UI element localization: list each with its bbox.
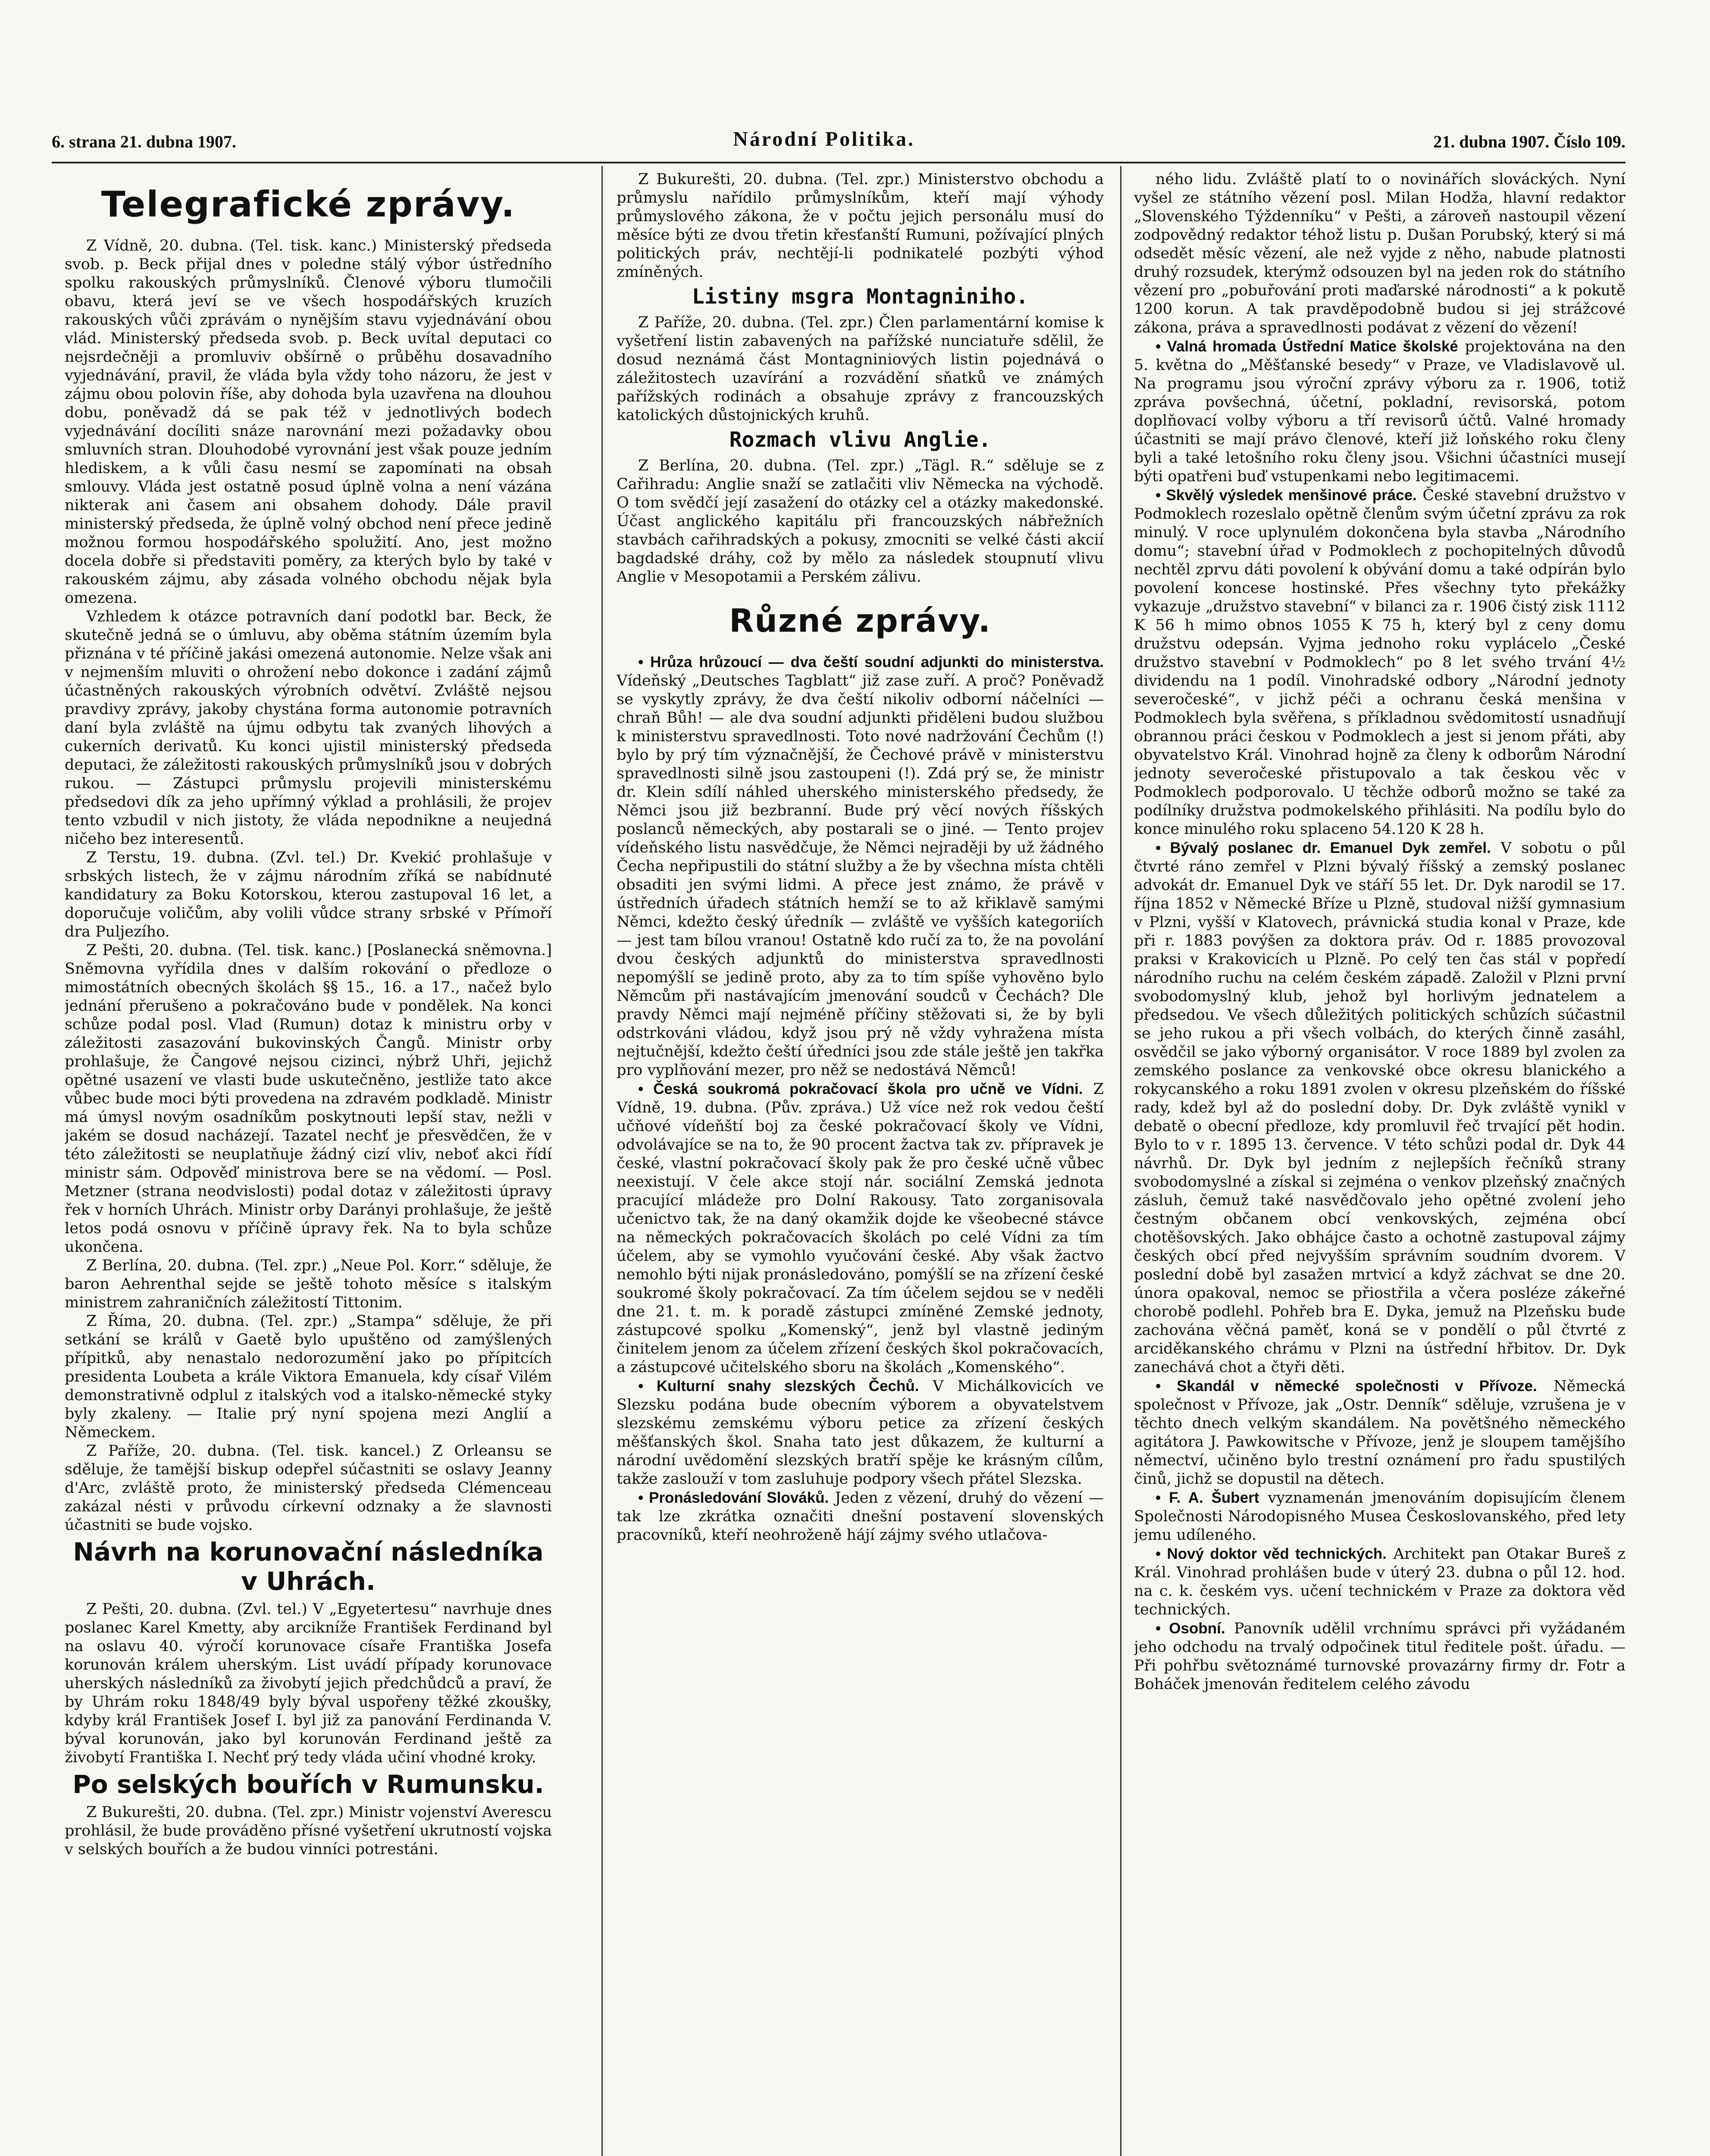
- paragraph-list: [65, 237, 552, 1535]
- article-paragraph: Z Berlína, 20. dubna. (Tel. zpr.) „Neue Pol. Korr.“ sděluje, že baron Aehrenthal sejde se ještě tohoto měsíce s italským ministrem zahraničních záležitostí Tittonim.: [65, 1257, 552, 1311]
- article-paragraph: Z Berlína, 20. dubna. (Tel. zpr.) „Tägl. R.“ sděluje se z Cařihradu: Anglie snaží se zatlačiti vliv Německa na východě. O tom svědčí její zasažení do otázky cel a otázky makedonské. Účast anglického kapitálu při francouzských nábřežních stavbách cařihradských a pokusy, zmocniti se velké části akcií bagdadské dráhy, což by mělo za následek stoupnutí vlivu Anglie v Mesopotamii a Perském zálivu.: [617, 457, 1104, 586]
- news-item-heading: • F. A. Šubert: [1156, 1489, 1259, 1506]
- news-item-text: Architekt pan Otakar Bureš z Král. Vinohrad prohlášen bude v úterý 23. dubna o půl 12. hod. na c. k. českém vys. učení technickém v Praze za doktora věd technických.: [1134, 1545, 1625, 1618]
- news-item-text: Jeden z vězení, druhý do vězení — tak lze zkrátka označiti dnešní postavení slovenských pracovníků, kteří neohroženě hájí zájmy svého utlačova-: [617, 1489, 1104, 1544]
- news-item-heading: • Hrůza hrůzoucí — dva čeští soudní adjunkti do ministerstva.: [638, 654, 1104, 671]
- article-paragraph: Z Paříže, 20. dubna. (Tel. tisk. kancel.) Z Orleansu se sděluje, že tamější biskup odepřel súčastniti se oslavy Jeanny d'Arc, zvláště proto, že ministerský předseda Clémenceau zakázal nésti v průvodu církevní odznaky a že slavnosti účastniti se bude vojsko.: [65, 1442, 552, 1534]
- article-paragraph: Z Říma, 20. dubna. (Tel. zpr.) „Stampa“ sděluje, že při setkání se králů v Gaetě bylo upuštěno od zamýšlených přípitků, aby nenastalo nedorozumění jako po přípitcích presidenta Loubeta a krále Viktora Emanuela, kdy císař Vilém demonstrativně odplul z italských vod a italsko-německé styky byly zkaleny. — Italie prý nyní spojena mezi Anglií a Německem.: [65, 1313, 552, 1441]
- column-2: [617, 170, 1104, 2156]
- paragraph-list: [617, 457, 1104, 586]
- article-paragraph: [1134, 1489, 1625, 1545]
- article-paragraph: Z Vídně, 20. dubna. (Tel. tisk. kanc.) Ministerský předseda svob. p. Beck přijal dnes v poledne stálý výbor ústředního spolku rakouských průmyslníků. Členové výboru tlumočili obavu, která jeví se ve všech hospodářských kruzích rakouských vůči zprávám o nynějším stavu vyjednávání obou vlád. Ministerský předseda svob. p. Beck uvítal deputaci co nejsrdečněji a promluviv obšírně o průběhu dosavadního vyjednávání, pravil, že vláda byla vždy toho názoru, že jest v zájmu obou polovin říše, aby dohoda byla uzavřena na dlouhou dobu, poněvadž dá se pak též v jednotlivých bodech vyjednávání docíliti snáze narovnání mezi požadavky obou smluvních stran. Dlouhodobé vyrovnání jest však pouze jedním hlediskem, a k vůli času nesmí se zapomínati na obsah smlouvy. Vláda jest ostatně posud úplně volna a není vázána nikterak ani časem ani obsahem dohody. Dále pravil ministerský předseda, že úplně volný obchod není přece jedině možnou formou hospodářského spolužití. Ano, jest možno docela dobře si představiti poměry, za kterých bylo by také v rakouském zájmu, aby zásada volného obchodu nějak byla omezena.: [65, 237, 552, 607]
- news-item-text: České stavební družstvo v Podmoklech rozeslalo opětně členům svým účetní zprávu za rok minulý. V roce uplynulém dokončena byla stavba „Národního domu“; stavební úřad v Podmoklech z pochopitelných důvodů nechtěl zprvu dáti povolení k obývání domu a také odpírán bylo povolení koncese hostinské. Přes všechny tyto překážky vykazuje „družstvo stavební“ v bilanci za r. 1906 čistý zisk 1112 K 56 h mimo obnos 1055 K 75 h, který byl z ceny domu družstvu odepsán. Vyjma jednoho roku vyplácelo „České družstvo stavební v Podmoklech“ po 8 let svého trvání 4½ dividendu na 1 podíl. Vinohradské odbory „Národní jednoty severočeské“, v jichž péči a ochranu česká menšina v Podmoklech byla svěřena, s příkladnou svědomitostí usnadňují obrannou práci českou v Podmoklech a jest si jenom přáti, aby obyvatelstvo Král. Vinohrad hojně za členy k odborům Národní jednoty severočeské přistupovalo a tak českou věc v Podmoklech podporovalo. U těchže odborů možno se také za podílníky družstva podmokelského přihlásiti. Na podílu bylo do konce minulého roku splaceno 54.120 K 28 h.: [1134, 487, 1625, 838]
- news-item-text: projektována na den 5. května do „Měšťanské besedy“ v Praze, ve Vladislavově ul. Na programu jsou výroční zprávy výboru za r. 1906, totiž zpráva povšechná, účetní, pokladní, revisorská, potom doplňovací volby výboru a tří revisorů účtů. Valné hromady účastniti se mají právo členové, kteří již loňského roku členy byli a také letošního roku členy jsou. Všichni účastníci musejí býti opatřeni buď vstupenkami nebo legitimacemi.: [1134, 338, 1625, 485]
- article-paragraph: [1134, 486, 1625, 839]
- news-item-heading: • Česká soukromá pokračovací škola pro učně ve Vídni.: [638, 1081, 1083, 1097]
- article-paragraph: Z Bukurešti, 20. dubna. (Tel. zpr.) Ministerstvo obchodu a průmyslu nařídilo průmyslníkům, kteří mají výhody průmyslového zákona, že v počtu jejich personálu musí do měsíce býti ze dvou třetin křesťanští Rumuni, požívající plných politických práv, nechtějí-li podnikatelé pozbýti výhod zmíněných.: [617, 171, 1104, 281]
- paragraph-list: [65, 1600, 552, 1767]
- article-paragraph: Z Bukurešti, 20. dubna. (Tel. zpr.) Ministr vojenství Averescu prohlásil, že bude prováděno přísné vyšetření ukrutností vojska v selských bouřích a že budou vinníci potrestáni.: [65, 1804, 552, 1858]
- paragraph-list: [617, 653, 1104, 1545]
- news-item-heading: • Skandál v německé společnosti v Přívoze.: [1156, 1378, 1537, 1395]
- news-item-text: vyznamenán jmenováním dopisujícím členem Společnosti Národopisného Musea Českoslovanského, před lety jemu udíleného.: [1134, 1489, 1625, 1544]
- news-item-text: Panovník udělil vrchnímu správci při vyžádaném jeho odchodu na trvalý odpočinek titul ředitele pošt. úřadu. — Při pohřbu světoznámé turnovské provazárny firmy dr. Fotr a Boháček jmenován ředitelem celého závodu: [1134, 1620, 1625, 1693]
- paragraph-list: [617, 170, 1104, 282]
- page-number-date: 6. strana 21. dubna 1907.: [52, 132, 236, 151]
- article-paragraph: [1134, 1377, 1625, 1489]
- news-item-heading: • Bývalý poslanec dr. Emanuel Dyk zemřel.: [1156, 840, 1491, 856]
- column-rule: [1120, 166, 1121, 2156]
- news-item-text: Z Vídně, 19. dubna. (Pův. zpráva.) Už více než rok vedou čeští učňové vídeňští boj za české pokračovací školy ve Vídni, odvolávajíce se na to, že 90 procent žactva tak zv. přípravek je české, vlastní pokračovací školy pak že pro české učně vůbec neexistují. V čele akce stojí nár. sociální Zemská jednota pracující mládeže pro Dolní Rakousy. Tato zorganisovala učenictvo tak, že na daný okamžik dojde ke všeobecné stávce na německých pokračovacích školách po celé Vídni za tím účelem, aby se vymohlo vyučování české. Aby však žactvo nemohlo býti nijak pronásledováno, pomýšlí se na zřízení české soukromé školy pokračovací. Za tím účelem sejdou se v neděli dne 21. t. m. k poradě zástupci zmíněné Zemské jednoty, zástupcové spolku „Komenský“, jenž byl vlastně jediným činitelem jenom za účelem zřízení českých škol pokračovacích, a zástupcové učitelského sboru na školách „Komenského“.: [617, 1081, 1104, 1376]
- column-1: [65, 170, 552, 2156]
- article-paragraph: [617, 653, 1104, 1080]
- news-item-heading: • Skvělý výsledek menšinové práce.: [1156, 487, 1417, 504]
- article-paragraph: Vzhledem k otázce potravních daní podotkl bar. Beck, že skutečně jedná se o úmluvu, aby oběma státním územím byla přiznána v té příčině jakási omezená autonomie. Nelze však ani v nejmenším mluviti o ohrožení nebo dokonce i zadání zájmů účastněných rakouských výrobních odvětví. Zvláště nejsou pravdivy zprávy, jakoby chystána forma autonomie potravních daní byla zvláště na újmu odbytu tak zvaných lihových a cukerních derivatů. Ku konci ujistil ministerský předseda deputaci, že záležitosti rakouských průmyslníků jsou v dobrých rukou. — Zástupci průmyslu projevili ministerskému předsedovi dík za jeho upřímný výklad a prohlásili, že projev tento vzbudil v nich jistoty, že vláda nepodnikne a neujedná ničeho bez interesentů.: [65, 608, 552, 848]
- section-title-montagnini: Listiny msgra Montagniniho.: [692, 285, 1029, 309]
- header-rule: [52, 162, 1625, 163]
- news-item-heading: • Valná hromada Ústřední Matice školské: [1156, 338, 1458, 355]
- section-title-romania: Po selských bouřích v Rumunsku.: [72, 1770, 544, 1799]
- news-item-heading: • Nový doktor věd technických.: [1156, 1545, 1387, 1562]
- news-item-heading: • Osobní.: [1156, 1620, 1225, 1637]
- section-title-various-news: Různé zprávy.: [729, 602, 991, 639]
- paragraph-list: [65, 1803, 552, 1859]
- section-title-england: Rozmach vlivu Anglie.: [729, 428, 991, 452]
- section-title-telegraphic-news: Telegrafické zprávy.: [101, 184, 516, 225]
- article-paragraph: [617, 1080, 1104, 1377]
- paragraph-list: [617, 313, 1104, 425]
- article-paragraph: [1134, 1619, 1625, 1694]
- article-paragraph: [1134, 170, 1625, 337]
- section-title-coronation: Návrh na korunovační následníka v Uhrách.: [73, 1537, 544, 1596]
- issue-date-number: 21. dubna 1907. Číslo 109.: [1433, 132, 1625, 151]
- article-paragraph: Z Terstu, 19. dubna. (Zvl. tel.) Dr. Kvekić prohlašuje v srbských listech, že v zájmu národním zříká se nabídnuté kandidatury za Boku Kotorskou, kterou zastupoval 16 let, a doporučuje voličům, aby volili vůdce strany srbské v Přímoří dra Puljezího.: [65, 849, 552, 940]
- article-paragraph: Z Pešti, 20. dubna. (Tel. tisk. kanc.) [Poslanecká sněmovna.] Sněmovna vyřídila dnes v dalším rokování o předloze o mimostátních obecných školách §§ 15., 16. a 17., načež bylo jednání přerušeno a pokračováno bude v pondělek. Na konci schůze podal posl. Vlad (Rumun) dotaz k ministru orby v záležitosti zasazování bukovinských Čangů. Ministr orby prohlašuje, že Čangové nejsou cizinci, nýbrž Uhři, jejichž opětné usazení ve vlasti bude uskutečněno, jestliže tato akce vůbec bude moci býti provedena na zdravém podkladě. Ministr má úmysl novým osadníkům poskytnouti lepší stav, nežli v jakém se dosud nacházejí. Tazatel nechť je přesvědčen, že v této záležitosti se neuplatňuje žádný cizí vliv, neboť akci řídí ministr sám. Odpověď ministrova bere se na vědomí. — Posl. Metzner (strana neodvislosti) podal dotaz v záležitosti úpravy řek v horních Uhrách. Ministr orby Darányi prohlašuje, že ještě letos podá osnovu v příčině úpravy řek. Na to byla schůze ukončena.: [65, 942, 552, 1256]
- news-item-heading: • Pronásledování Slováků.: [638, 1489, 829, 1506]
- news-item-text: ného lidu. Zvláště platí to o novinářích slováckých. Nyní vyšel ze státního vězení posl. Milan Hodža, hlavní redaktor „Slovenského Týždenníku“ v Pešti, a zároveň nastoupil vězení zodpovědný redaktor téhož listu p. Dušan Porubský, který si má odsedět měsíc vězení, ale než vyjde z něho, nabude platnosti druhý rozsudek, kterýmž odsouzen byl na jeden rok do státního vězení pro „pobuřování proti maďarské národnosti“ a k pokutě 1200 korun. A tak pravděpodobně budou si jej strážcové zákona, práva a spravedlnosti podávat z vězení do vězení!: [1134, 171, 1625, 336]
- article-paragraph: [1134, 337, 1625, 486]
- column-3: [1134, 170, 1625, 2156]
- paragraph-list: [1134, 170, 1625, 1694]
- article-paragraph: [617, 1377, 1104, 1489]
- news-item-heading: • Kulturní snahy slezských Čechů.: [638, 1378, 919, 1395]
- page-header: [52, 127, 1625, 162]
- article-paragraph: [1134, 1545, 1625, 1619]
- article-paragraph: [617, 1489, 1104, 1545]
- news-item-text: V sobotu o půl čtvrté ráno zemřel v Plzni bývalý říšský a zemský poslanec advokát dr. Emanuel Dyk ve stáří 55 let. Dr. Dyk narodil se 17. října 1852 v Německé Bříze u Plzně, studoval nižší gymnasium v Plzni, vyšší v Klatovech, právnická studia konal v Praze, kde při r. 1883 povýšen za doktora práv. Od r. 1885 provozoval praksi v Krakovicích u Plzně. Po celý ten čas stál v popředí národního ruchu na celém českém západě. Založil v Plzni první svobodomyslný klub, jehož byl horlivým jednatelem a předsedou. Ve všech důležitých politických schůzích súčastnil se jeho rukou a při všech volbách, do kterých činně zasáhl, osvědčil se jako výborný organisátor. V roce 1889 byl zvolen za zemského poslance za venkovské obce okresu blanického a rokycanského a roku 1891 zvolen v okresu plzeňském do říšské rady, kdež byl až do poslední doby. Dr. Dyk zvláště vynikl v debatě o obecní předloze, kdy promluvil řeč trvající pět hodin. Bylo to v r. 1895 13. července. V této schůzi podal dr. Dyk 44 návrhů. Dr. Dyk byl jedním z nejlepších řečníků strany svobodomyslné a získal si zejména o venkov plzeňský značných zásluh, čemuž také nasvědčovalo jeho opětné zvolení jeho čestným občanem obcí venkovských, zejména obcí chotěšovských. Jako obhájce často a ochotně zastupoval zájmy českých obcí před nejvyšším správním soudním dvorem. V poslední době byl zasažen mrtvicí a když záchvat se dne 20. února opakoval, nemoc se přiostřila a včera posléze zákeřné chorobě podlehl. Pohřeb bra E. Dyka, jemuž na Plzeňsku bude zachována věčná paměť, koná se v pondělí o půl čtvrté z arciděkanského chrámu v Plzni na ústřední hřbitov. Dr. Dyk zanechává chot a čtyři děti.: [1134, 840, 1625, 1376]
- news-item-text: V Michálkovicích ve Slezsku podána bude obecním výborem a obyvatelstvem slezskému zemskému výboru petice za zřízení českých měšťanských škol. Snaha tato jest důkazem, že kulturní a národní uvědomění slezských bratří spěje ke krásným cílům, takže zaslouží v tom zasluhuje podpory všech přátel Slezska.: [617, 1378, 1104, 1488]
- article-paragraph: Z Pešti, 20. dubna. (Zvl. tel.) V „Egyetertesu“ navrhuje dnes poslanec Karel Kmetty, aby arcikníže František Ferdinand byl na oslavu 40. výročí korunovace císaře Františka Josefa korunován králem uherským. List uvádí případy korunovace uherských následníků za živobytí jejich předchůdců a praví, že by Uhrám roku 1848/49 byly býval uspořeny těžké zkoušky, kdyby král František Josef I. byl již za panování Ferdinanda V. býval korunován, jako byl korunován Ferdinand ještě za živobytí Františka I. Nechť prý tedy vláda učiní vhodné kroky.: [65, 1601, 552, 1766]
- article-paragraph: [1134, 839, 1625, 1377]
- masthead-title: Národní Politika.: [733, 128, 915, 150]
- news-item-text: Německá společnost v Přívoze, jak „Ostr. Denník“ sděluje, vzrušena je v těchto dnech velkým skandálem. Na povětšného německého agitátora J. Pawkowitsche v Přívoze, jenž je sloupem tamějšího němectví, učiněno bylo trestní oznámení pro řadu spustilých činů, jichž se dopustil na dětech.: [1134, 1378, 1625, 1488]
- article-paragraph: Z Paříže, 20. dubna. (Tel. zpr.) Člen parlamentární komise k vyšetření listin zabavených na pařížské nunciatuře sdělil, že dosud neznámá část Montagniniových listin pojednává o záležitostech uzavírání a rozvádění sňatků ve známých pařížských rodinách a obsahuje zprávy z francouzských katolických důstojnických kruhů.: [617, 314, 1104, 424]
- news-item-text: Vídeňský „Deutsches Tagblatt“ již zase zuří. A proč? Poněvadž se vyskytly zprávy, že dva čeští nikoliv odborní náčelníci — chraň Bůh! — ale dva soudní adjunkti přiděleni budou službou k ministerstvu spravedlnosti. Toto nové nadržování Čechům (!) bylo by prý tím význačnější, že Čechové právě v ministerstvu spravedlnosti silně jsou zastoupeni (!). Zdá prý se, že ministr dr. Klein sdílí náhled uherského ministerského předsedy, že Němci jsou již bezbranní. Bude prý věcí nových říšských poslanců německých, aby postarali se o jiné. — Tento projev vídeňského listu nasvědčuje, že Němci nejraději by už žádného Čecha nepřipustili do státní služby a že by všechna místa chtěli obsaditi jen svými lidmi. A přece jest známo, že právě v ústředních úřadech státních hemží se to až křiklavě samými Němci, kdežto český úředník — zvláště ve vyšších kategoriích — jest tam bílou vranou! Ostatně kdo ručí za to, že na povolání dvou českých adjunktů do ministerstva spravedlnosti nepomýšlí se jedině proto, aby za to tím spíše vyhověno bylo Němcům při nastávajícím jmenování soudců v Čechách? Dle pravdy Němci mají nejméně příčiny stěžovati si, že by byli odstrkováni vládou, když jsou prý ně vždy vyhražena místa nejtučnější, kdežto čeští úředníci jsou zde stále ještě jen takřka pro vyplňování mezer, pro něž se nedostává Němců!: [617, 672, 1104, 1079]
- column-rule: [601, 166, 603, 2156]
